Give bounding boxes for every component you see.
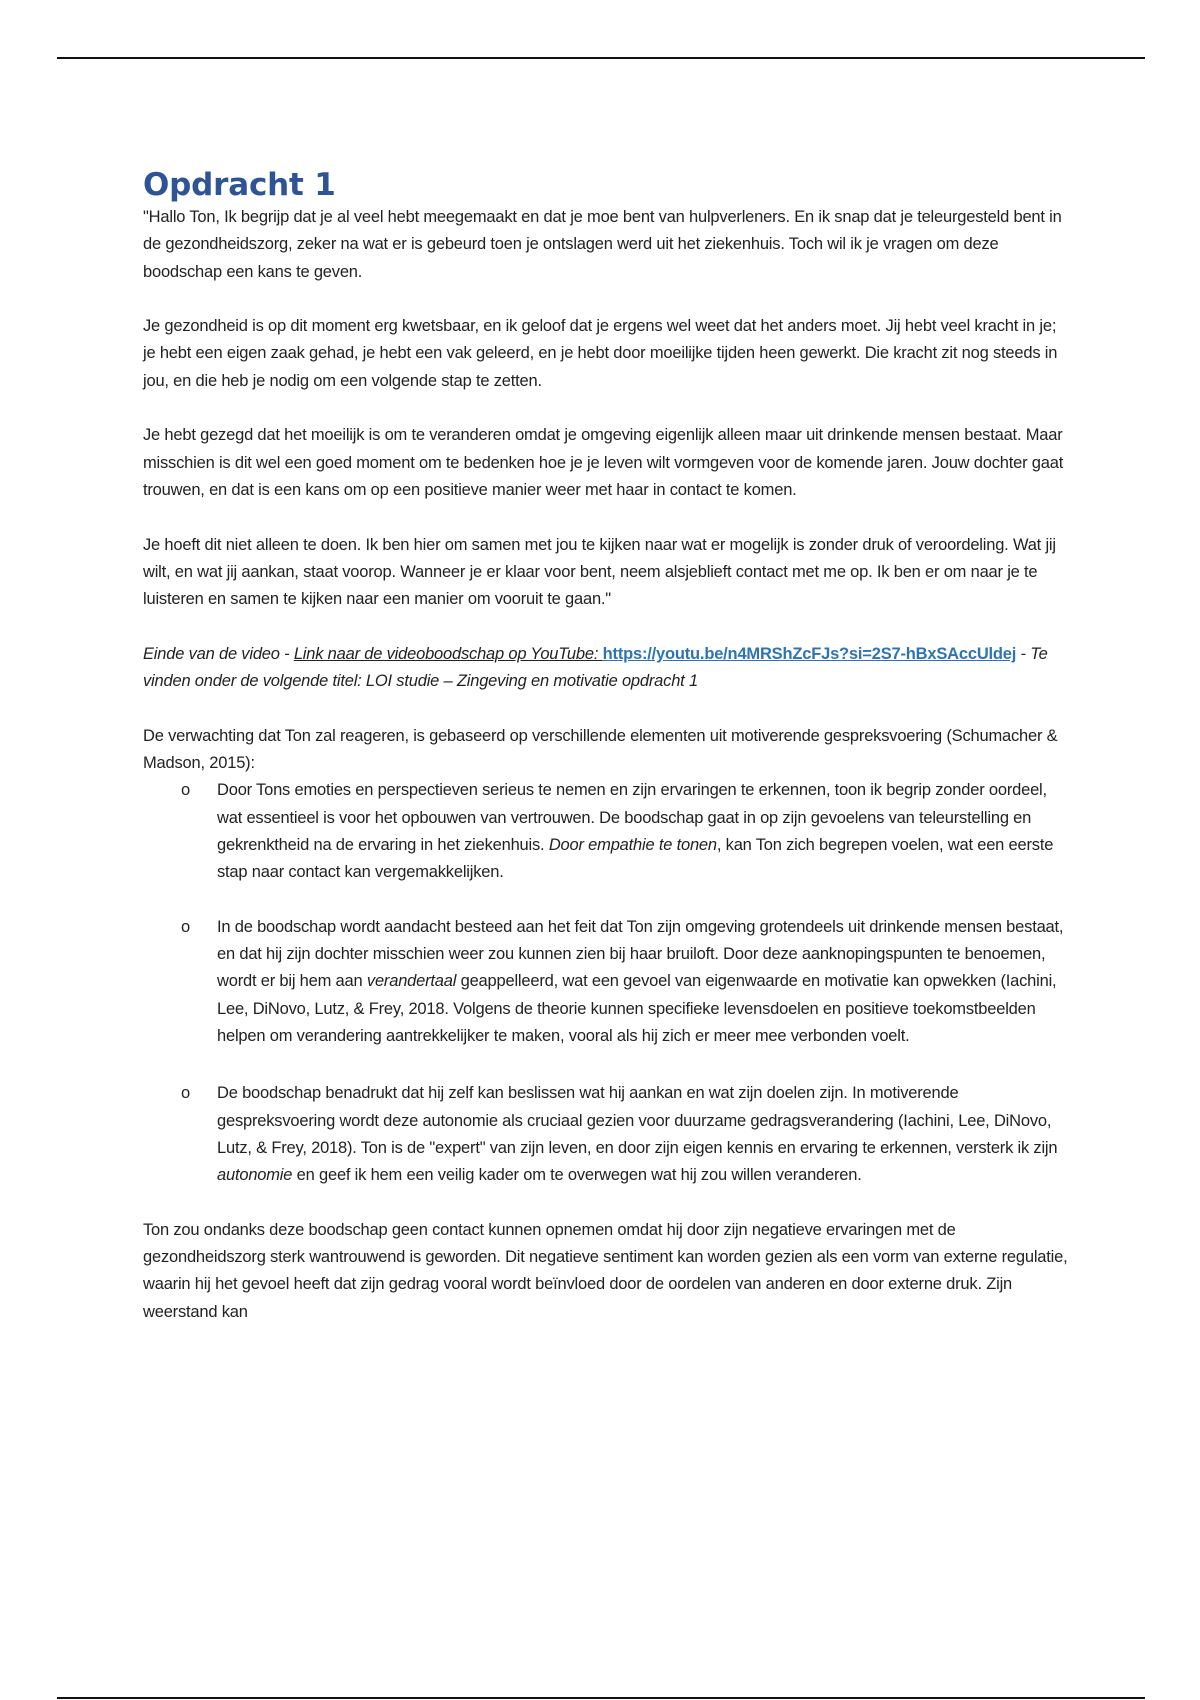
list-item <box>143 777 1068 886</box>
text: geappelleerd, wat een gevoel van eigenwaarde en motivatie kan opwekken (Iachini, Lee, DiNovo, Lutz, & Frey, 2018. Volgens de theorie kunnen specifieke levensdoelen en positieve toekomstbeelden helpen om verandering aantrekkelijker te maken, vooral als hij zich er meer mee verbonden voelt. <box>217 972 1057 1045</box>
list-item <box>143 1080 1068 1189</box>
paragraph: Je hoeft dit niet alleen te doen. Ik ben hier om samen met jou te kijken naar wat er mogelijk is zonder druk of veroordeling. Wat jij wilt, en wat jij aankan, staat voorop. Wanneer je er klaar voor bent, neem alsjeblieft contact met me op. Ik ben er om naar je te luisteren en samen te kijken naar een manier om vooruit te gaan." <box>143 535 1056 609</box>
link-suffix: - Te vinden onder de volgende titel: LOI studie – Zingeving en motivatie opdracht 1 <box>143 644 1048 691</box>
document-body <box>143 166 1068 1353</box>
link-label: Link naar de videoboodschap op YouTube: <box>293 644 603 663</box>
link-prefix: Einde van de video - <box>143 644 294 663</box>
text: , kan Ton zich begrepen voelen, wat een eerste stap naar contact kan vergemakkelijken. <box>217 835 1054 882</box>
youtube-link[interactable]: https://youtu.be/n4MRShZcFJs?si=2S7-hBxSAccUldej <box>602 644 1017 663</box>
text: en geef ik hem een veilig kader om te overwegen wat hij zou willen veranderen. <box>292 1166 862 1185</box>
video-link-paragraph <box>143 641 1068 696</box>
paragraph: Je hebt gezegd dat het moeilijk is om te veranderen omdat je omgeving eigenlijk alleen maar uit drinkende mensen bestaat. Maar misschien is dit wel een goed moment om te bedenken hoe je je leven wilt vormgeven voor de komende jaren. Jouw dochter gaat trouwen, en dat is een kans om op een positieve manier weer met haar in contact te komen. <box>143 426 1064 499</box>
paragraph: Je gezondheid is op dit moment erg kwetsbaar, en ik geloof dat je ergens wel weet dat het anders moet. Jij hebt veel kracht in je; je hebt een eigen zaak gehad, je hebt een vak geleerd, en je hebt door moeilijke tijden heen gewerkt. Die kracht zit nog steeds in jou, en die heb je nodig om een volgende stap te zetten. <box>143 317 1058 390</box>
emphasis: verandertaal <box>366 972 457 991</box>
text: De boodschap benadrukt dat hij zelf kan beslissen wat hij aankan en wat zijn doelen zijn. In motiverende gespreksvoering wordt deze autonomie als cruciaal gezien voor duurzame gedragsverandering (Iachini, Lee, DiNovo, Lutz, & Frey, 2018). Ton is de "expert" van zijn leven, en door zijn eigen kennis en ervaring te erkennen, versterk ik zijn <box>217 1084 1058 1157</box>
bullet-marker: o <box>181 1084 190 1103</box>
bullet-marker: o <box>181 781 190 800</box>
text: Door Tons emoties en perspectieven serieus te nemen en zijn ervaringen te erkennen, toon ik begrip zonder oordeel, wat essentieel is voor het opbouwen van vertrouwen. De boodschap gaat in op zijn gevoelens van teleurstelling en gekrenktheid na de ervaring in het ziekenhuis. <box>217 781 1047 854</box>
paragraph: "Hallo Ton, Ik begrijp dat je al veel hebt meegemaakt en dat je moe bent van hulpverleners. En ik snap dat je teleurgesteld bent in de gezondheidszorg, zeker na wat er is gebeurd toen je ontslagen werd uit het ziekenhuis. Toch wil ik je vragen om deze boodschap een kans te geven. <box>143 208 1062 281</box>
paragraph: Ton zou ondanks deze boodschap geen contact kunnen opnemen omdat hij door zijn negatieve ervaringen met de gezondheidszorg sterk wantrouwend is geworden. Dit negatieve sentiment kan worden gezien als een vorm van externe regulatie, waarin hij het gevoel heeft dat zijn gedrag vooral wordt beïnvloed door de oordelen van anderen en door externe druk. Zijn weerstand kan <box>143 1220 1068 1321</box>
page-title: Opdracht 1 <box>143 167 336 203</box>
footer-rule <box>57 1697 1145 1699</box>
emphasis: autonomie <box>217 1166 293 1185</box>
emphasis: Door empathie te tonen <box>548 835 717 854</box>
bullet-marker: o <box>181 917 190 936</box>
bullet-list <box>143 777 1068 1189</box>
text: In de boodschap wordt aandacht besteed aan het feit dat Ton zijn omgeving grotendeels uit drinkende mensen bestaat, en dat hij zijn dochter misschien weer zou kunnen zien bij haar bruiloft. Door deze aanknopingspunten te benoemen, wordt er bij hem aan <box>217 917 1064 991</box>
list-item <box>143 914 1068 1050</box>
header-rule <box>57 57 1145 59</box>
paragraph: De verwachting dat Ton zal reageren, is gebaseerd op verschillende elementen uit motiverende gespreksvoering (Schumacher & Madson, 2015): <box>143 726 1058 772</box>
